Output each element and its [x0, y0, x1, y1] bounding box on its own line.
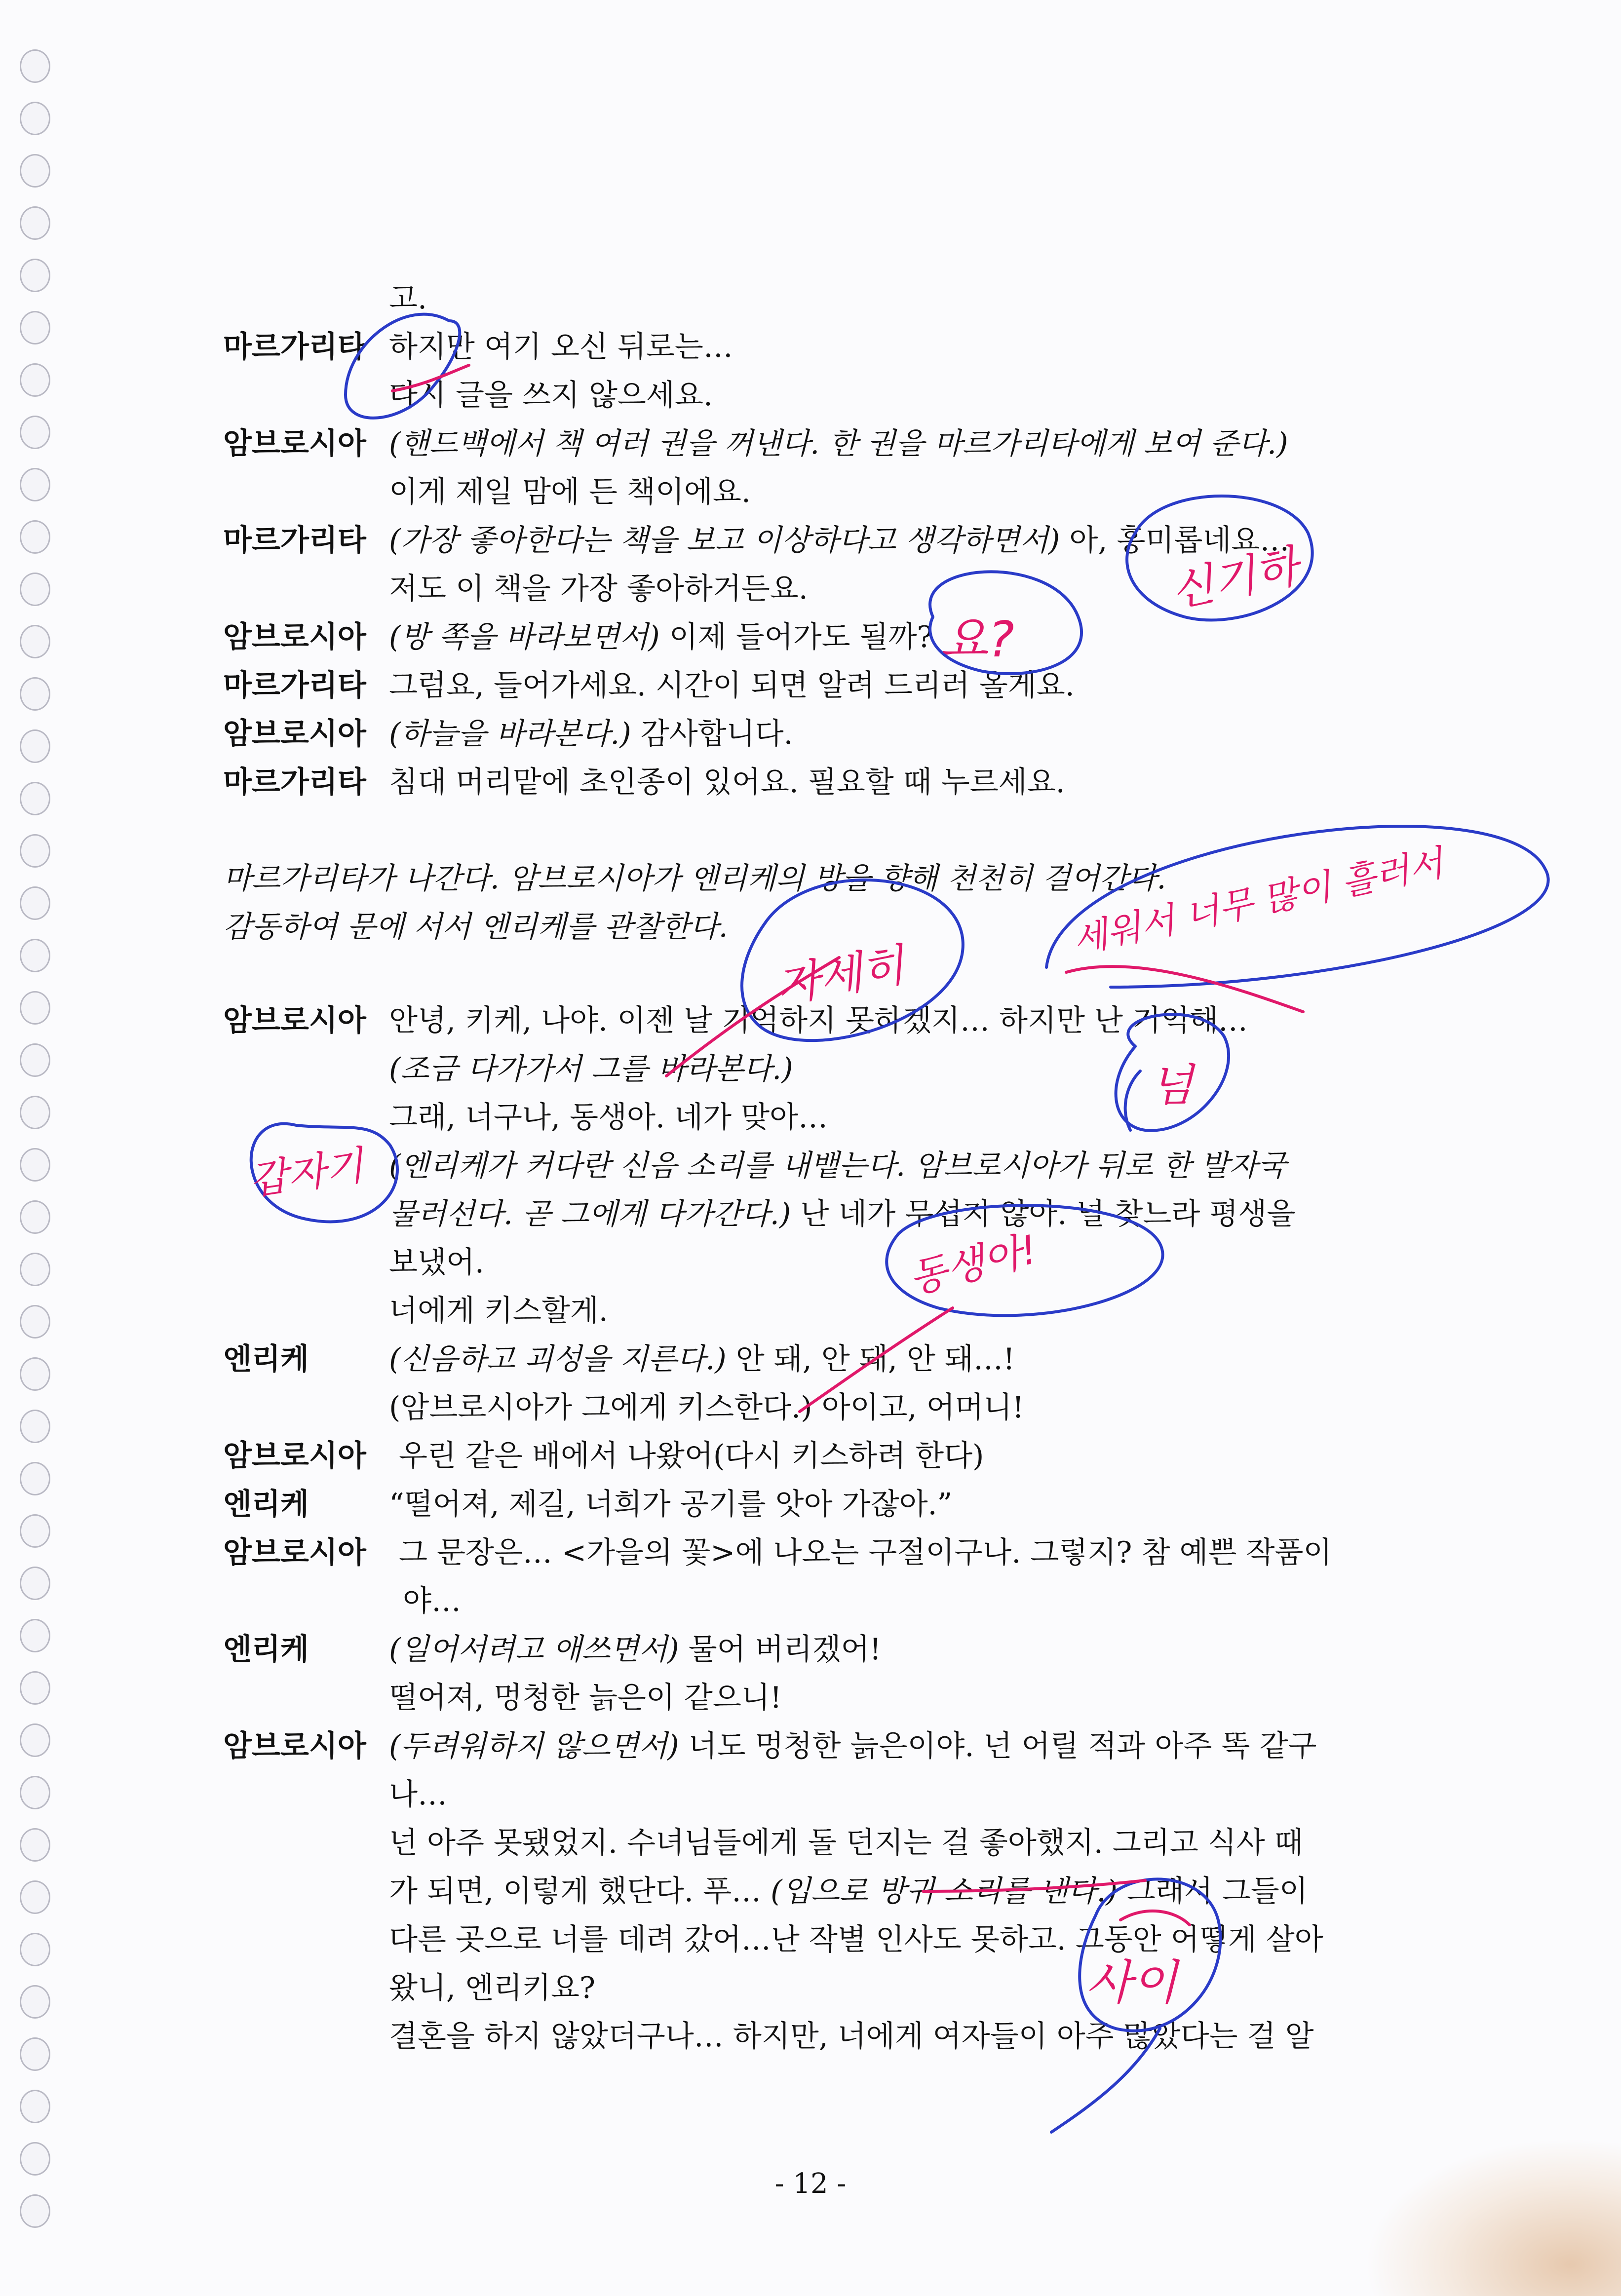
- speaker-ambrosia: 암브로시아: [223, 1729, 366, 1763]
- dialogue-text: 그래서 그들이: [1117, 1874, 1308, 1909]
- dialogue-line: 다시 글을 쓰지 않으세요.: [389, 378, 713, 413]
- dialogue-line: 너에게 키스할게.: [389, 1294, 608, 1328]
- handwritten-note: 자세히: [772, 939, 909, 1013]
- dialogue-line: 결혼을 하지 않았더구나… 하지만, 너에게 여자들이 아주 많았다는 걸 알: [389, 2019, 1314, 2054]
- speaker-margarita: 마르가리타: [223, 668, 366, 703]
- stage-direction: 마르가리타가 나간다. 암브로시아가 엔리케의 방을 향해 천천히 걸어간다.: [223, 861, 1166, 896]
- dialogue-line: 나…: [389, 1777, 447, 1812]
- stage-direction: (신음하고 괴성을 지른다.): [389, 1342, 727, 1377]
- strike-mark: [1066, 966, 1303, 1012]
- handwritten-note: 신기하: [1166, 540, 1303, 618]
- paper-stain: [1364, 2138, 1621, 2296]
- speaker-enrique: 엔리케: [223, 1487, 309, 1522]
- dialogue-text: 가 되면, 이렇게 했단다. 푸…: [389, 1874, 771, 1909]
- dialogue-line: 고.: [389, 281, 427, 316]
- dialogue-line: 왔니, 엔리키요?: [389, 1971, 596, 2005]
- handwritten-note: 요?: [940, 611, 1014, 668]
- dialogue-line: 넌 아주 못됐었지. 수녀님들에게 돌 던지는 걸 좋아했지. 그리고 식사 때: [389, 1826, 1303, 1860]
- dialogue-text: 감사합니다.: [631, 717, 793, 751]
- strike-mark: [800, 1308, 953, 1412]
- dialogue-line: (암브로시아가 그에게 키스한다.) 아이고, 어머니!: [389, 1390, 1024, 1425]
- stage-direction: (방 쪽을 바라보면서): [389, 620, 660, 654]
- dialogue-line: 안녕, 키케, 나야. 이젠 날 기억하지 못하겠지… 하지만 난 기억해…: [389, 1003, 1248, 1038]
- dialogue-line: 떨어져, 멍청한 늙은이 같으니!: [389, 1681, 782, 1715]
- dialogue-text: 아, 흥미롭네요…: [1060, 523, 1290, 558]
- handwritten-note: 갑자기: [246, 1142, 367, 1204]
- stage-direction: (하늘을 바라본다.): [389, 717, 631, 751]
- handwritten-note: 동생아!: [904, 1226, 1042, 1302]
- page-number: - 12 -: [774, 2168, 847, 2200]
- stroke-mark: [1120, 1911, 1190, 1925]
- dialogue-line: “떨어져, 제길, 너희가 공기를 앗아 가잖아.”: [389, 1487, 953, 1522]
- dialogue-line: 이게 제일 맘에 든 책이에요.: [389, 475, 751, 509]
- stage-direction: (일어서려고 애쓰면서): [389, 1632, 679, 1667]
- handwritten-note: 넘: [1150, 1060, 1193, 1111]
- stroke-mark: [1051, 2028, 1160, 2132]
- stage-direction: (입으로 방귀 소리를 낸다.): [771, 1874, 1118, 1909]
- speaker-enrique: 엔리케: [223, 1342, 309, 1377]
- dialogue-text: 너도 멍청한 늙은이야. 넌 어릴 적과 아주 똑 같구: [679, 1729, 1317, 1763]
- stage-direction: (핸드백에서 책 여러 권을 꺼낸다. 한 권을 마르가리타에게 보여 준다.): [389, 426, 1288, 461]
- dialogue-line: 다른 곳으로 너를 데려 갔어…난 작별 인사도 못하고. 그동안 어떻게 살아: [389, 1922, 1323, 1957]
- stage-direction: (조금 다가가서 그를 바라본다.): [389, 1052, 793, 1086]
- dialogue-line: 그럼요, 들어가세요. 시간이 되면 알려 드리러 올게요.: [389, 668, 1075, 703]
- dialogue-line: 야…: [403, 1584, 461, 1618]
- dialogue-line: 하지만 여기 오신 뒤로는…: [389, 330, 733, 364]
- handwritten-note: 사이: [1086, 1955, 1178, 2010]
- speaker-ambrosia: 암브로시아: [223, 620, 366, 654]
- stage-direction: 물러선다. 곧 그에게 다가간다.): [389, 1197, 791, 1231]
- speaker-ambrosia: 암브로시아: [223, 1003, 366, 1038]
- stage-direction: (가장 좋아한다는 책을 보고 이상하다고 생각하면서): [389, 523, 1060, 558]
- speaker-ambrosia: 암브로시아: [223, 1535, 366, 1570]
- speaker-margarita: 마르가리타: [223, 765, 366, 800]
- dialogue-line: 저도 이 책을 가장 좋아하거든요.: [389, 572, 808, 606]
- speaker-enrique: 엔리케: [223, 1632, 309, 1667]
- speaker-margarita: 마르가리타: [223, 330, 366, 364]
- dialogue-line: 침대 머리맡에 초인종이 있어요. 필요할 때 누르세요.: [389, 765, 1065, 800]
- circle-mark: [346, 314, 460, 418]
- dialogue-text: 난 네가 무섭지 않아. 널 찾느라 평생을: [791, 1197, 1296, 1231]
- dialogue-line: 보냈어.: [389, 1245, 484, 1280]
- speaker-ambrosia: 암브로시아: [223, 426, 366, 461]
- speaker-margarita: 마르가리타: [223, 523, 366, 558]
- dialogue-line: 그래, 너구나, 동생아. 네가 맞아…: [389, 1100, 828, 1135]
- dialogue-line: 우린 같은 배에서 나왔어(다시 키스하려 한다): [399, 1439, 984, 1473]
- strike-mark: [392, 365, 469, 391]
- stage-direction: (엔리케가 커다란 신음 소리를 내뱉는다. 암브로시아가 뒤로 한 발자국: [389, 1148, 1286, 1183]
- strike-mark: [923, 1880, 1145, 1891]
- dialogue-text: 물어 버리겠어!: [679, 1632, 882, 1667]
- stage-direction: 감동하여 문에 서서 엔리케를 관찰한다.: [223, 910, 728, 944]
- dialogue-text: 안 돼, 안 돼, 안 돼…!: [726, 1342, 1015, 1377]
- stroke-mark: [1125, 1071, 1140, 1130]
- stage-direction: (두려워하지 않으면서): [389, 1729, 679, 1763]
- handwritten-note: 세워서 너무 많이 흘러서: [1069, 842, 1447, 961]
- speaker-ambrosia: 암브로시아: [223, 717, 366, 751]
- dialogue-line: 그 문장은… <가을의 꽃>에 나오는 구절이구나. 그렇지? 참 예쁜 작품이: [399, 1535, 1332, 1570]
- dialogue-text: 이제 들어가도 될까?: [659, 620, 933, 654]
- speaker-ambrosia: 암브로시아: [223, 1439, 366, 1473]
